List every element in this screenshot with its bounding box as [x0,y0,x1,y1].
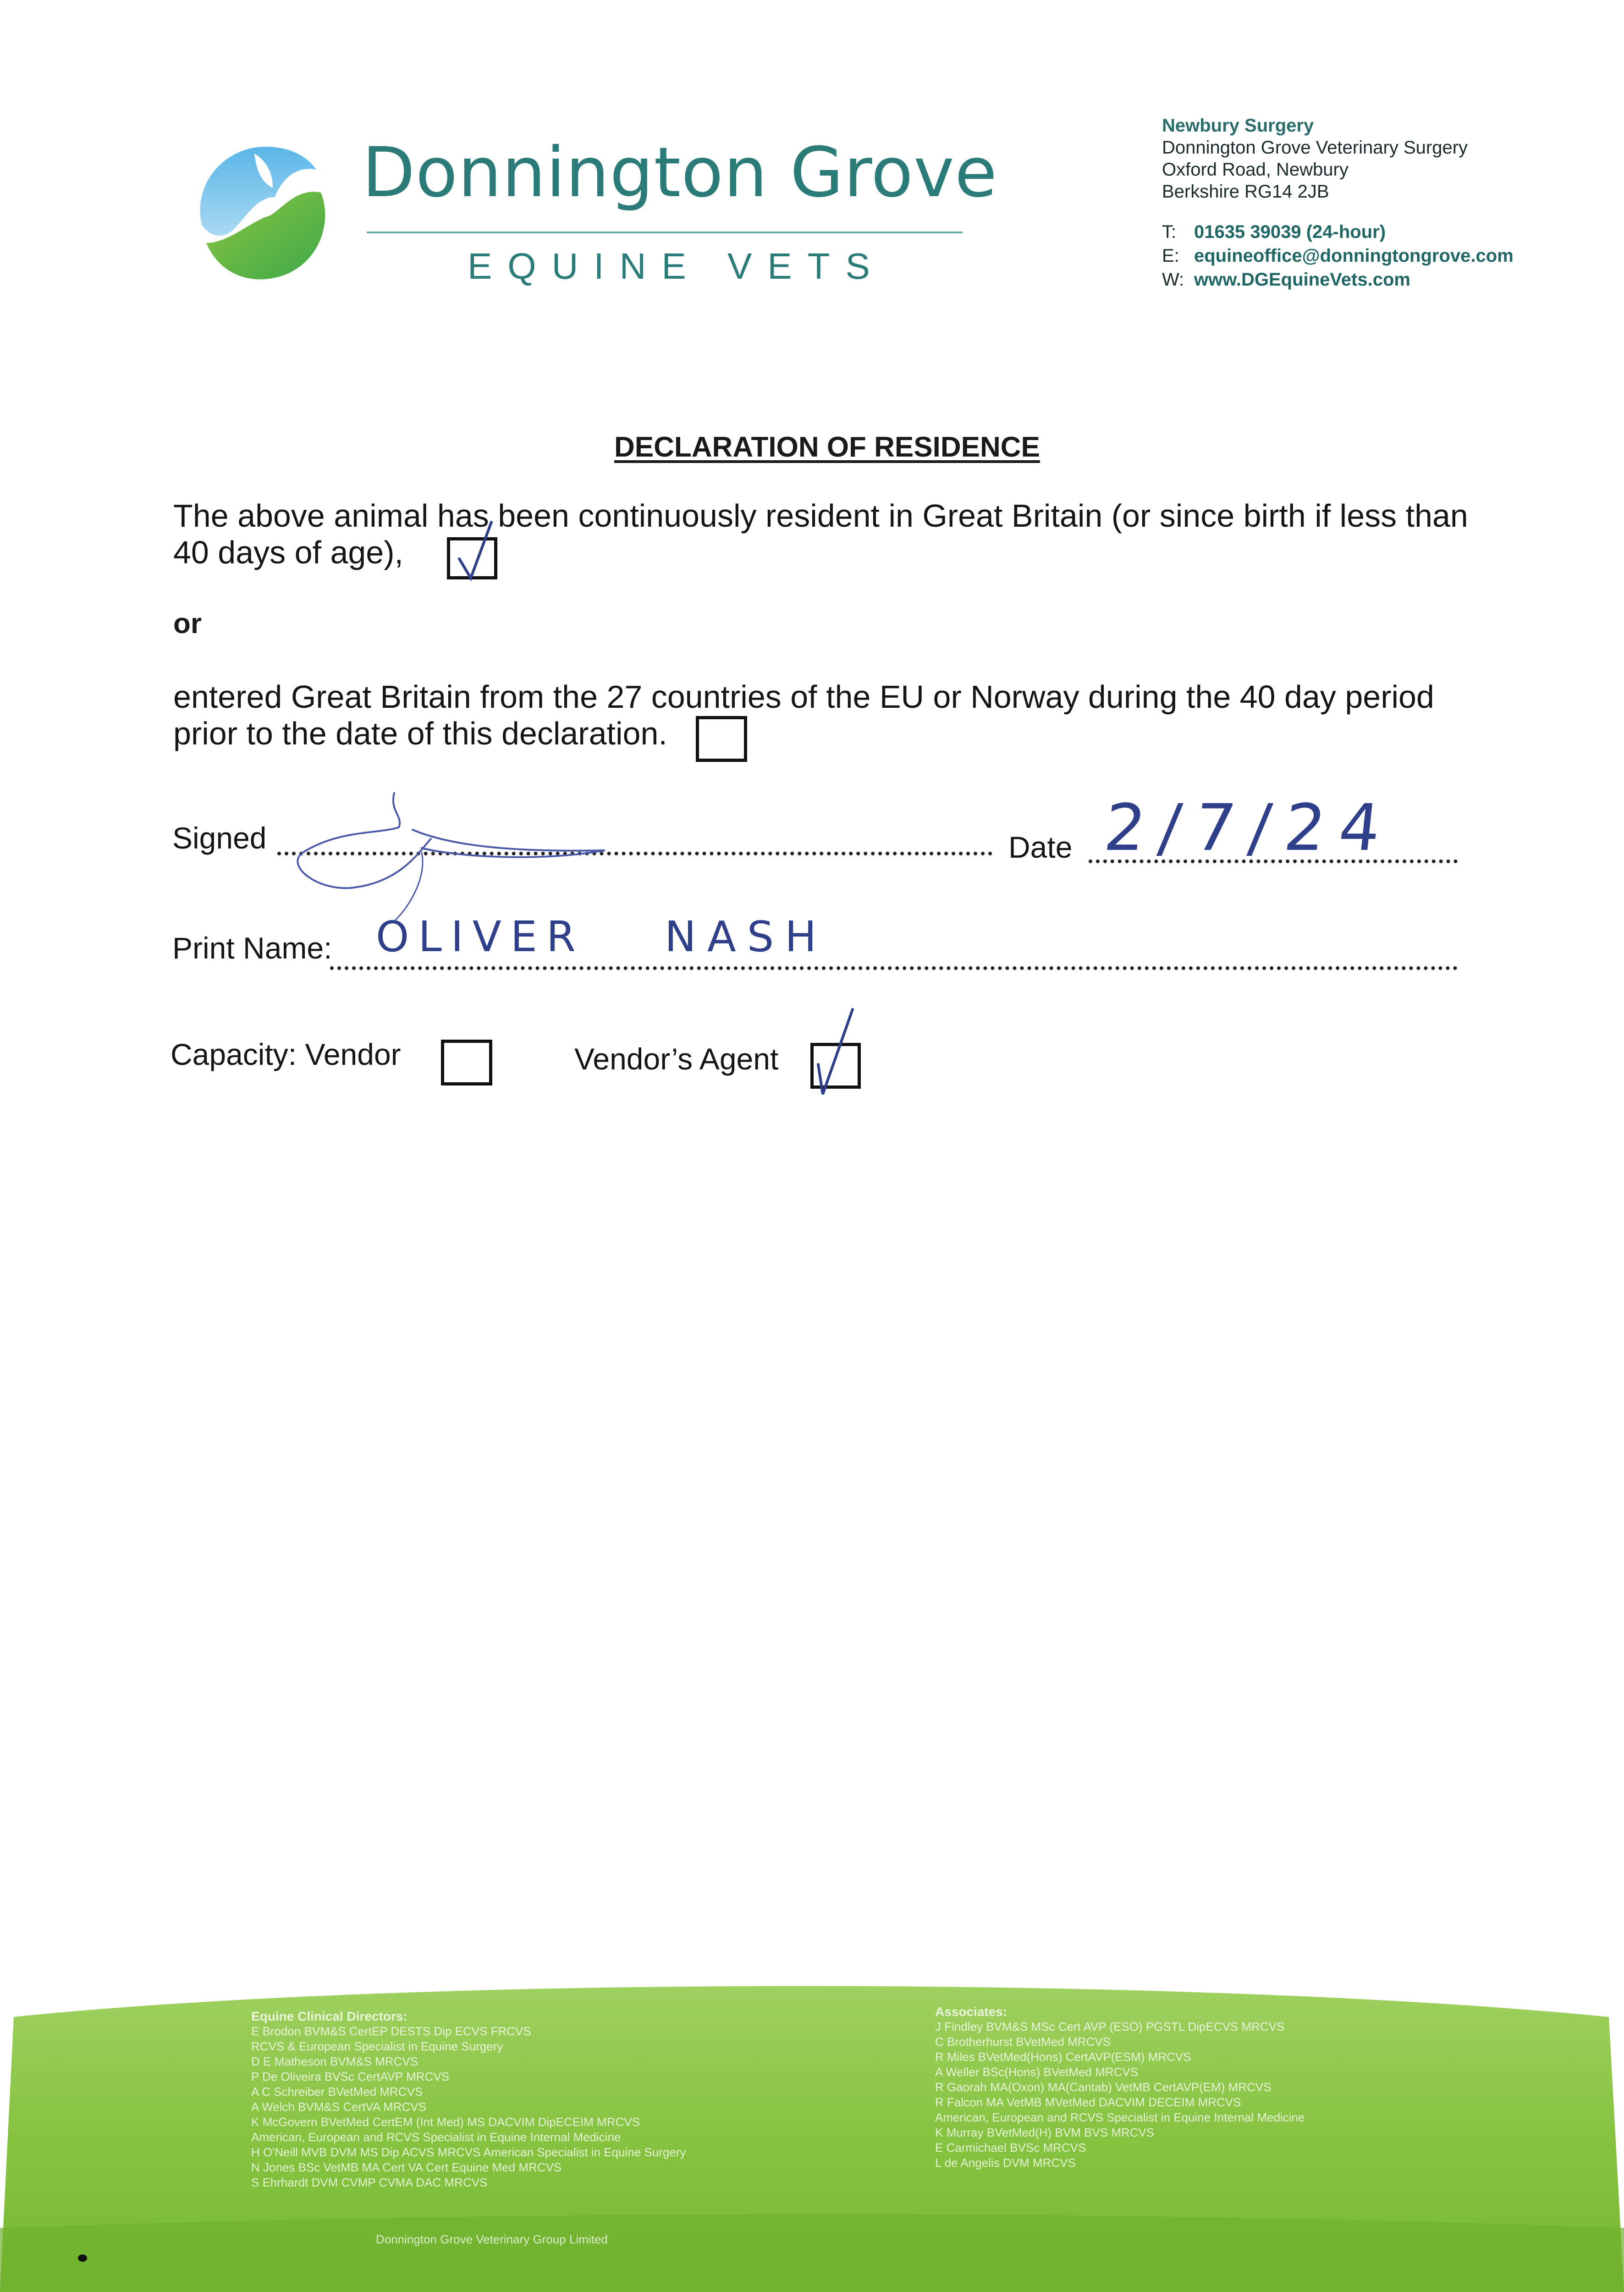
date-label: Date [1008,830,1073,864]
brand-divider [367,231,963,233]
director-entry: RCVS & European Specialist in Equine Surgery [251,2039,503,2053]
phone-number: 01635 39039 (24-hour) [1194,222,1386,242]
signed-label: Signed [172,821,267,855]
associate-entry: C Brotherhurst BVetMed MRCVS [935,2035,1111,2049]
director-entry: K McGovern BVetMed CertEM (Int Med) MS DACVIM DipECEIM MRCVS [251,2115,640,2129]
scan-speck [78,2254,87,2262]
director-entry: A Welch BVM&S CertVA MRCVS [251,2100,426,2114]
or-separator: or [173,608,202,639]
address-line: Donnington Grove Veterinary Surgery [1162,138,1468,158]
associates-heading: Associates: [935,2005,1007,2019]
option-eu-entry-text: entered Great Britain from the 27 countries of the EU or Norway during the 40 day period prior to the date of this declaration. [173,679,1434,751]
associate-entry: E Carmichael BVSc MRCVS [935,2141,1086,2154]
associate-entry: K Murray BVetMed(H) BVM BVS MRCVS [935,2126,1155,2139]
associate-entry: American, European and RCVS Specialist in Equine Internal Medicine [935,2110,1305,2124]
capacity-vendor-label: Capacity: Vendor [171,1037,401,1071]
eu-entry-checkbox[interactable] [696,716,747,762]
check-mark-icon [450,540,501,583]
handwritten-last-name: NASH [665,912,828,961]
director-entry: N Jones BSc VetMB MA Cert VA Cert Equine Med MRCVS [251,2160,562,2174]
directors-heading: Equine Clinical Directors: [251,2009,407,2023]
associate-entry: R Miles BVetMed(Hons) CertAVP(ESM) MRCVS [935,2050,1191,2064]
associate-entry: L de Angelis DVM MRCVS [935,2156,1076,2170]
director-entry: A C Schreiber BVetMed MRCVS [251,2085,423,2099]
surgery-name: Newbury Surgery [1162,116,1314,136]
associate-entry: R Falcon MA VetMB MVetMed DACVIM DECEIM MRCVS [935,2095,1241,2109]
associate-entry: J Findley BVM&S MSc Cert AVP (ESO) PGSTL DipECVS MRCVS [935,2020,1285,2033]
document-title: DECLARATION OF RESIDENCE [614,431,1040,463]
vendors-agent-checkbox[interactable] [810,1043,861,1089]
resident-checkbox[interactable] [447,537,497,579]
address-line: Oxford Road, Newbury [1162,160,1349,180]
brand-tagline: EQUINE VETS [468,246,886,286]
associate-entry: A Weller BSc(Hons) BVetMed MRCVS [935,2065,1139,2079]
director-entry: S Ehrhardt DVM CVMP CVMA DAC MRCVS [251,2176,488,2189]
website-url: www.DGEquineVets.com [1194,270,1410,290]
option-resident-text: The above animal has been continuously resident in Great Britain (or since birth if less than 40 days of age), [173,498,1468,570]
contact-details [1162,220,1514,292]
footer-wave-background [0,1971,1624,2292]
vendor-checkbox[interactable] [441,1040,492,1085]
handwritten-date: 2/7/24 [1101,791,1398,865]
director-entry: D E Matheson BVM&S MRCVS [251,2055,418,2068]
company-registration-line: Donnington Grove Veterinary Group Limited [376,2232,608,2246]
web-row [1162,268,1514,292]
director-entry: H O'Neill MVB DVM MS Dip ACVS MRCVS American Specialist in Equine Surgery [251,2145,686,2159]
web-label: W: [1162,270,1184,290]
address-line: Berkshire RG14 2JB [1162,182,1329,202]
associate-entry: R Gaorah MA(Oxon) MA(Cantab) VetMB CertAVP(EM) MRCVS [935,2080,1272,2094]
associates-list [935,2004,1305,2171]
director-entry: American, European and RCVS Specialist in Equine Internal Medicine [251,2130,621,2144]
vendors-agent-label: Vendor’s Agent [574,1042,779,1076]
check-mark-icon [814,1046,864,1092]
print-name-label: Print Name: [172,931,332,965]
phone-row [1162,220,1514,244]
donnington-grove-logo-icon [174,128,339,293]
email-address: equineoffice@donningtongrove.com [1194,246,1514,266]
email-label: E: [1162,246,1179,266]
print-name-line[interactable] [330,966,1458,970]
email-row [1162,244,1514,268]
clinical-directors-list [251,2009,686,2190]
handwritten-first-name: OLIVER [376,912,585,961]
phone-label: T: [1162,222,1177,242]
director-entry: P De Oliveira BVSc CertAVP MRCVS [251,2070,450,2083]
director-entry: E Brodon BVM&S CertEP DESTS Dip ECVS FRCVS [251,2024,531,2038]
brand-name: Donnington Grove [362,133,998,213]
footer-band [0,1971,1624,2292]
surgery-address [1162,115,1468,203]
